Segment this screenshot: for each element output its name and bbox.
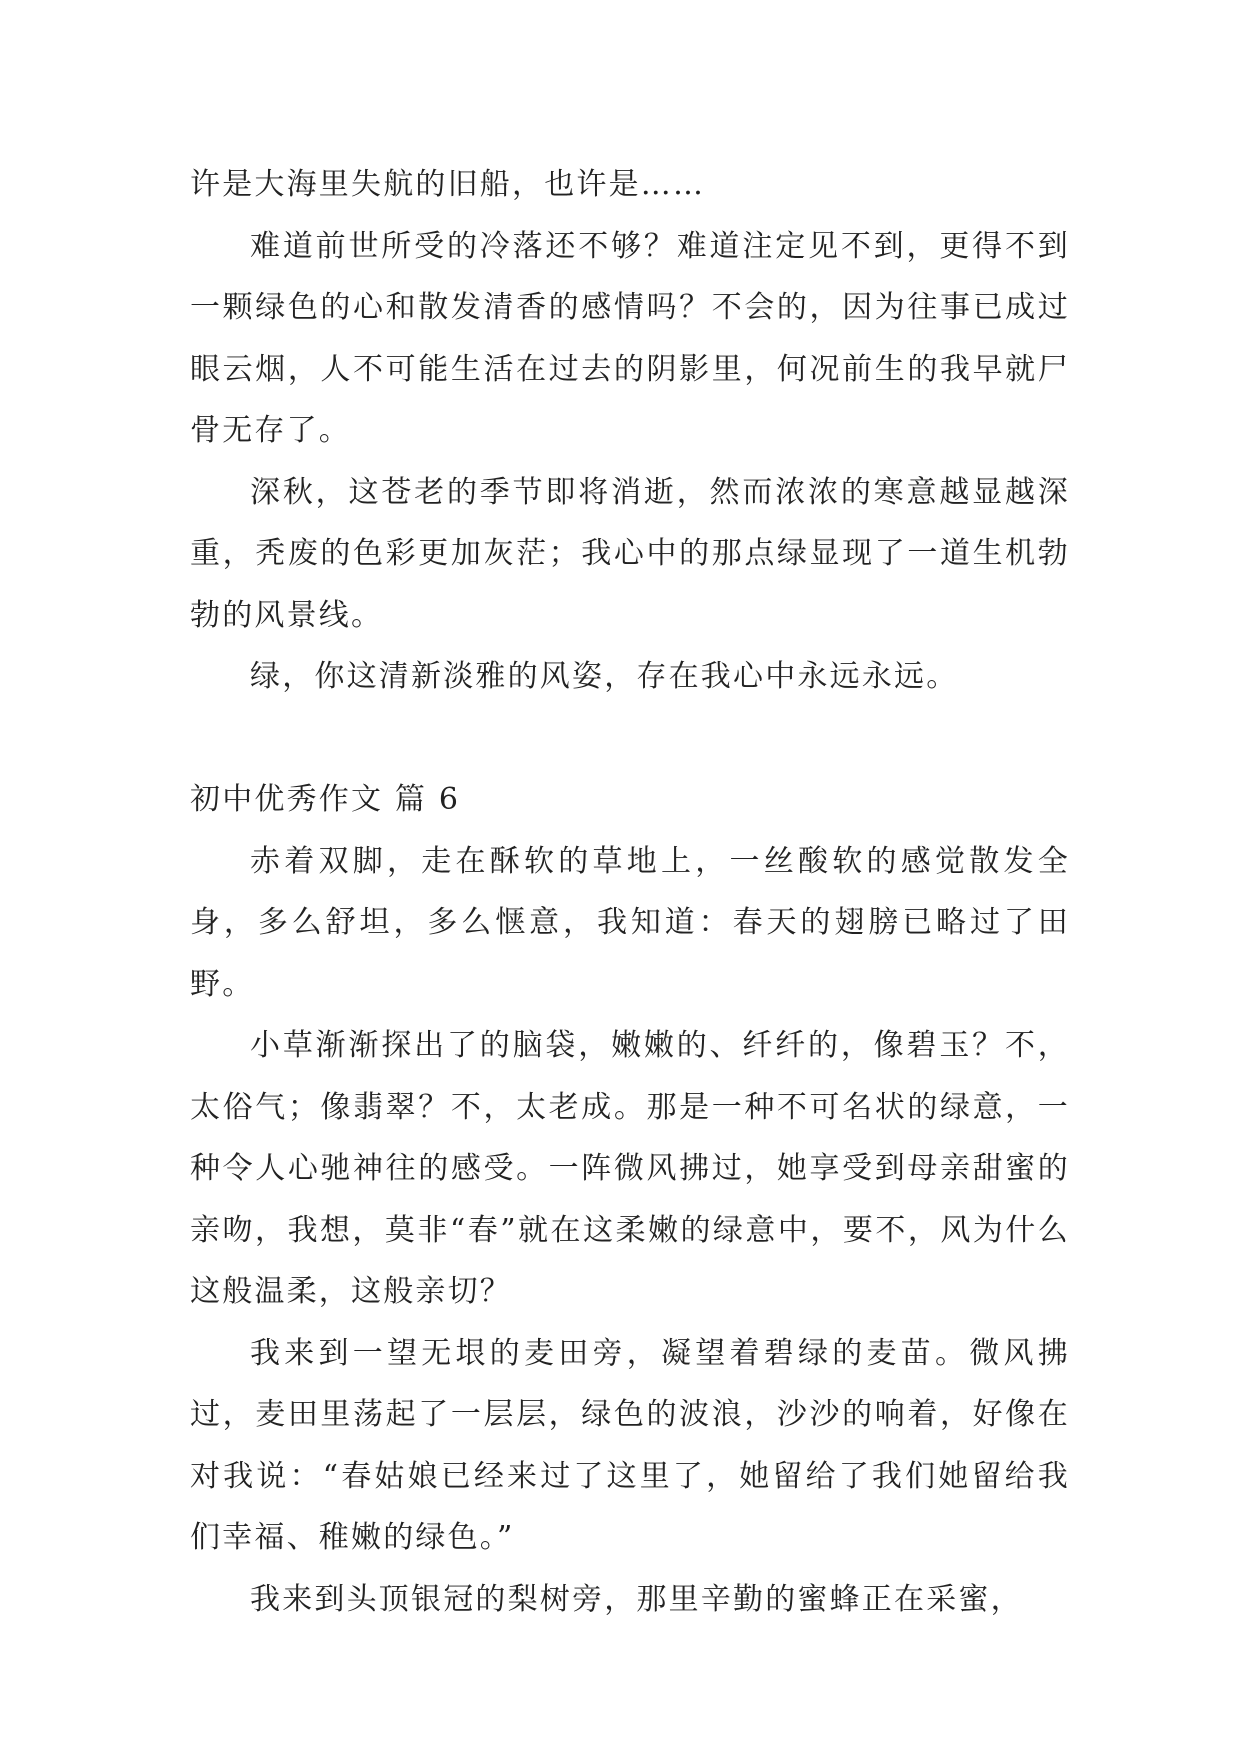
- section-gap: [190, 708, 1070, 770]
- paragraph: 小草渐渐探出了的脑袋，嫩嫩的、纤纤的，像碧玉？不，太俗气；像翡翠？不，太老成。那是一种不可名状的绿意，一种令人心驰神往的感受。一阵微风拂过，她享受到母亲甜蜜的亲吻，我想，莫非“春”就在这柔嫩的绿意中，要不，风为什么这般温柔，这般亲切？: [190, 1028, 1070, 1309]
- paragraph: 我来到一望无垠的麦田旁，凝望着碧绿的麦苗。微风拂过，麦田里荡起了一层层，绿色的波浪，沙沙的响着，好像在对我说：“春姑娘已经来过了这里了，她留给了我们她留给我们幸福、稚嫩的绿色。”: [190, 1335, 1070, 1555]
- paragraph: 难道前世所受的冷落还不够？难道注定见不到，更得不到一颗绿色的心和散发清香的感情吗？不会的，因为往事已成过眼云烟，人不可能生活在过去的阴影里，何况前生的我早就尸骨无存了。: [190, 228, 1070, 448]
- paragraph: 深秋，这苍老的季节即将消逝，然而浓浓的寒意越显越深重，秃废的色彩更加灰茫；我心中的那点绿显现了一道生机勃勃的风景线。: [190, 474, 1070, 633]
- essay-text: [190, 154, 1070, 1630]
- paragraph: 赤着双脚，走在酥软的草地上，一丝酸软的感觉散发全身，多么舒坦，多么惬意，我知道：春天的翅膀已略过了田野。: [190, 843, 1070, 1002]
- paragraph-continued: 许是大海里失航的旧船，也许是……: [190, 167, 706, 202]
- paragraph: 绿，你这清新淡雅的风姿，存在我心中永远永远。: [250, 659, 959, 694]
- section-heading: 初中优秀作文 篇 6: [190, 782, 461, 817]
- paragraph: 我来到头顶银冠的梨树旁，那里辛勤的蜜蜂正在采蜜，: [250, 1581, 1023, 1617]
